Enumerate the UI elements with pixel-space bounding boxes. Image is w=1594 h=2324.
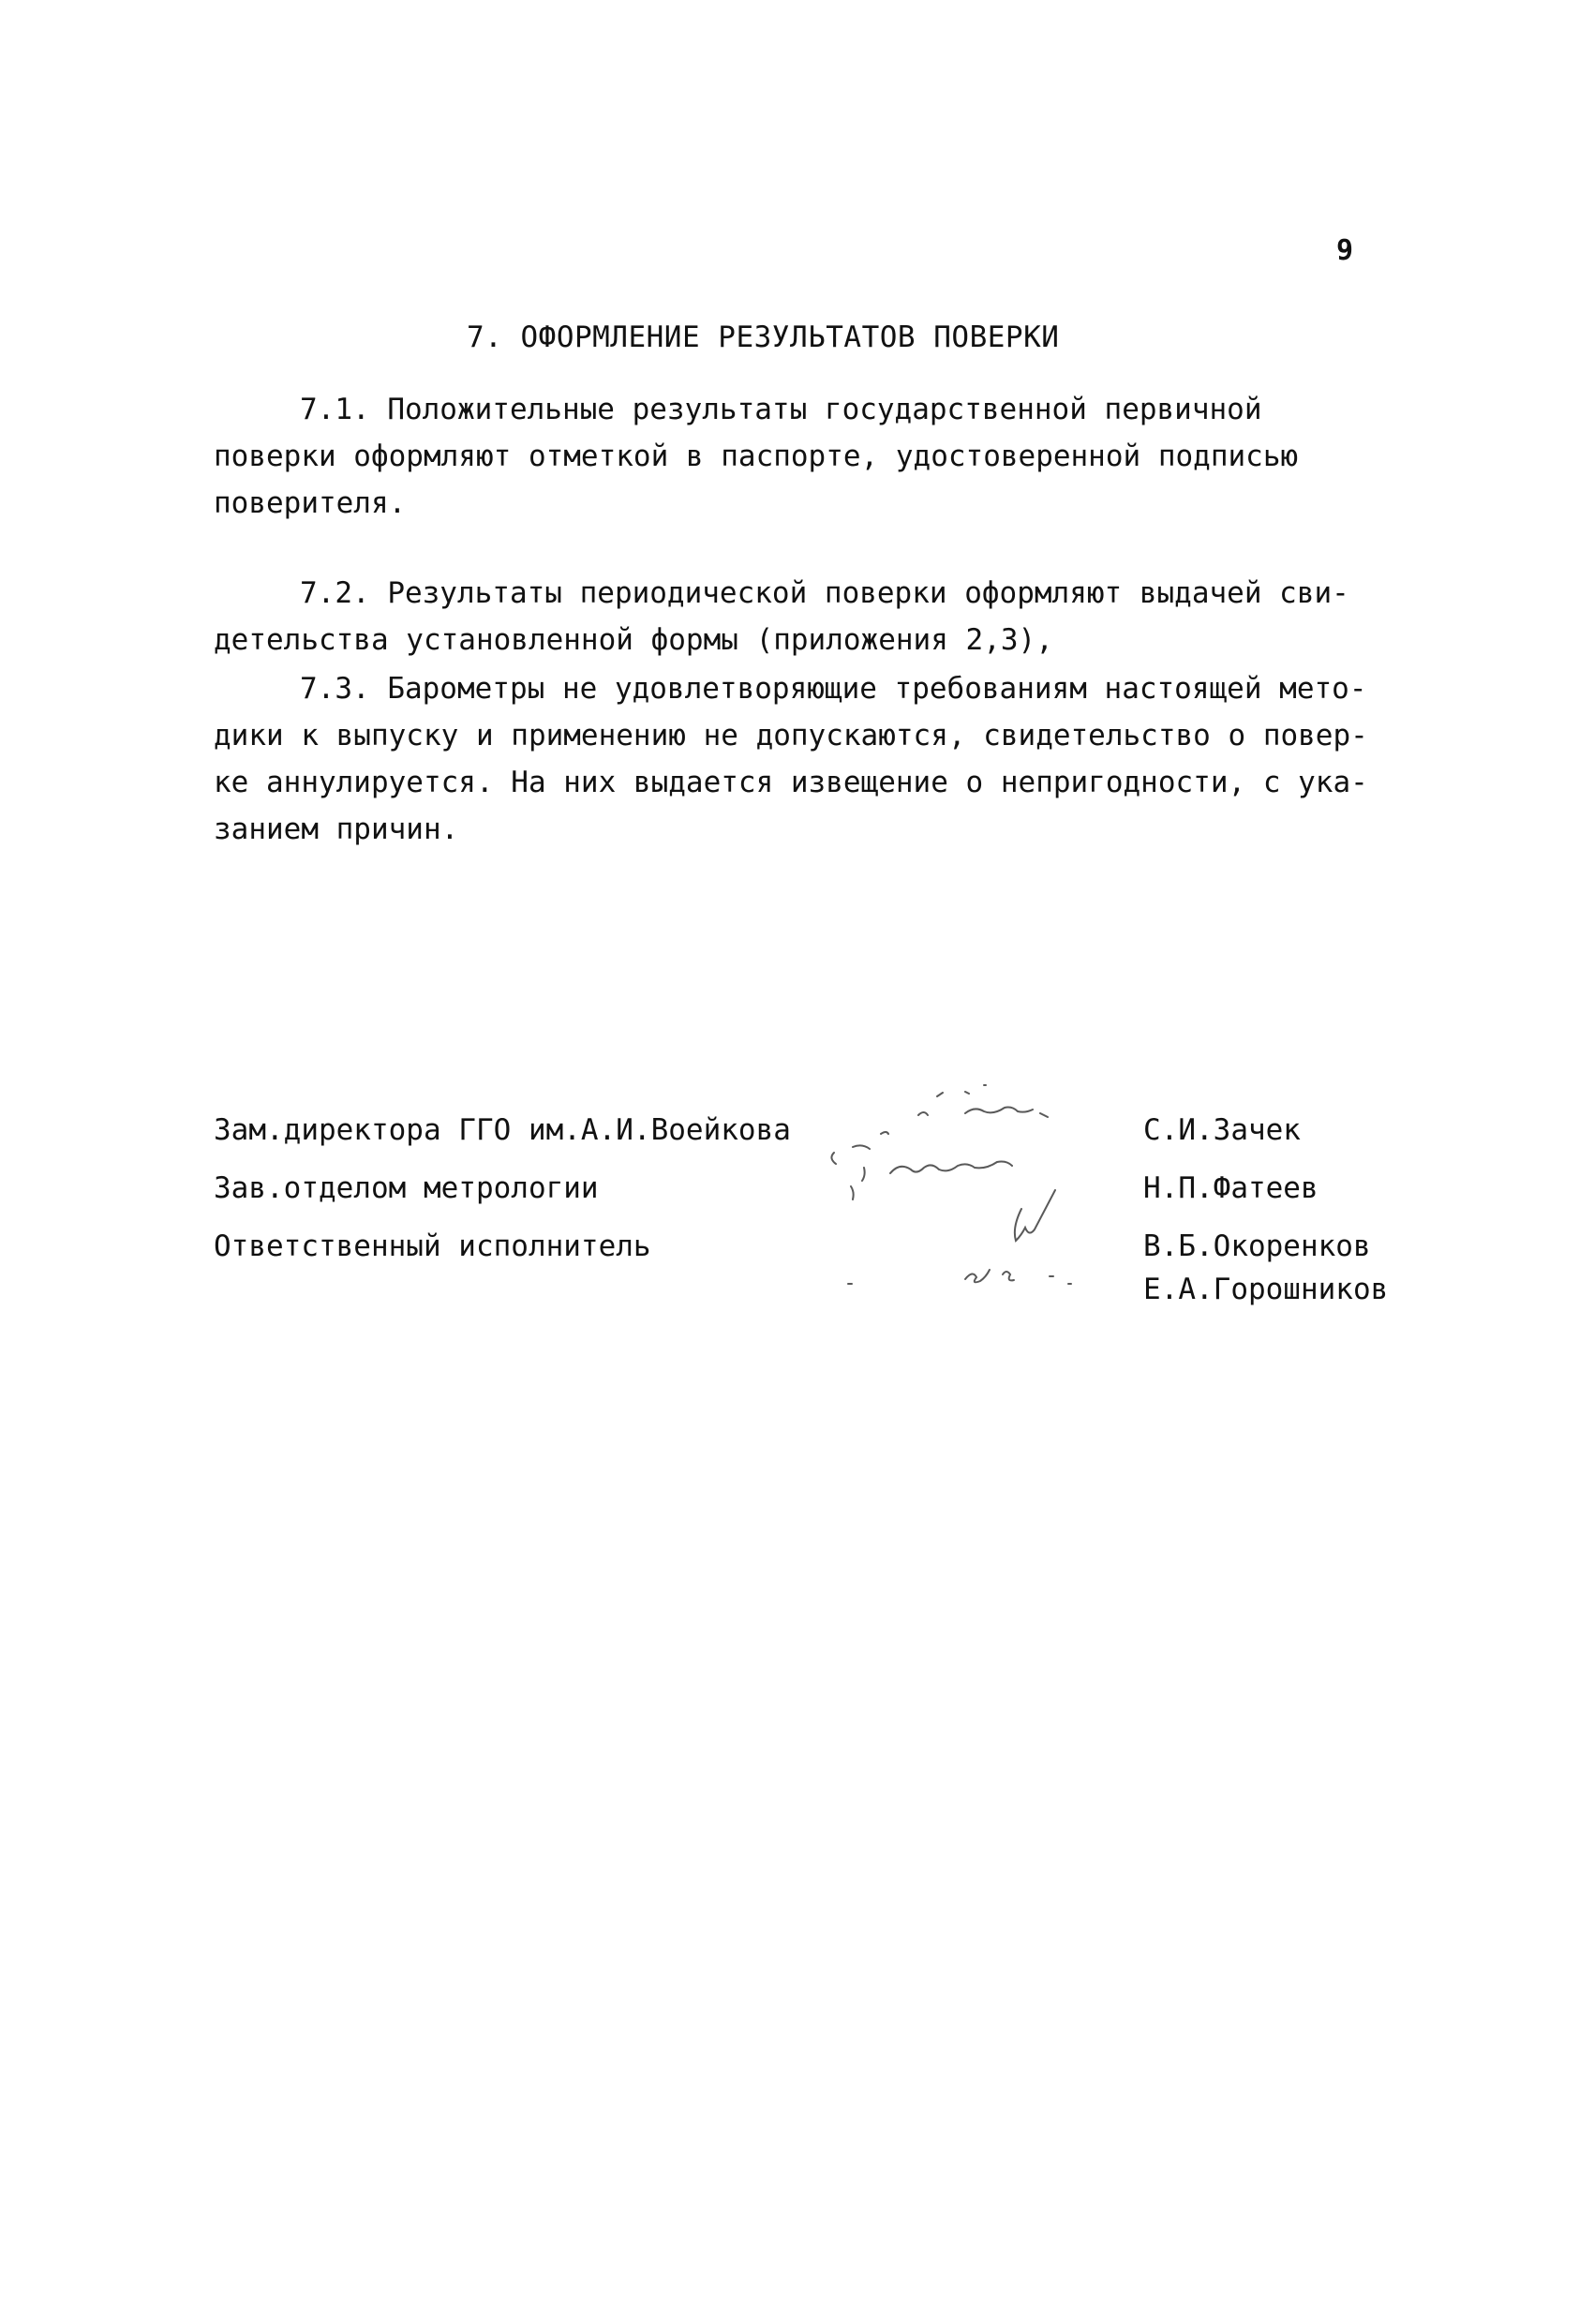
paragraph-7-1 [214, 386, 1394, 527]
paragraph-line: поверки оформляют отметкой в паспорте, удостоверенной подписью [214, 439, 1299, 473]
paragraph-line: занием причин. [214, 812, 459, 846]
paragraph-line: ке аннулируется. На них выдается извещение о непригодности, с ука- [214, 766, 1368, 799]
signatory-role-head-metrology: Зав.отделом метрологии [214, 1171, 599, 1205]
paragraph-line: детельства установленной формы (приложения 2,3), [214, 623, 1053, 657]
signatory-name-zachek: С.И.Зачек [1143, 1113, 1301, 1147]
paragraph-line: 7.3. Барометры не удовлетворяющие требованиям настоящей мето- [300, 672, 1367, 706]
signatory-name-goroshnikov: Е.А.Горошников [1143, 1273, 1389, 1306]
paragraph-line: поверителя. [214, 486, 407, 520]
paragraph-line: дики к выпуску и применению не допускаются, свидетельство о повер- [214, 719, 1368, 752]
paragraph-line: 7.2. Результаты периодической поверки оформляют выдачей сви- [300, 576, 1349, 610]
section-title: 7. ОФОРМЛЕНИЕ РЕЗУЛЬТАТОВ ПОВЕРКИ [467, 320, 1060, 354]
signatory-role-deputy-director: Зам.директора ГГО им.А.И.Воейкова [214, 1113, 791, 1147]
signatory-name-okorenkov: В.Б.Окоренков [1143, 1229, 1371, 1263]
page-number: 9 [1336, 234, 1354, 267]
signatory-name-fateev: Н.П.Фатеев [1143, 1171, 1318, 1205]
paragraph-line: 7.1. Положительные результаты государственной первичной [300, 393, 1262, 426]
handwritten-signatures [825, 1078, 1134, 1321]
paragraph-7-3 [214, 665, 1394, 853]
paragraph-7-2 [214, 570, 1394, 663]
signatory-role-executor: Ответственный исполнитель [214, 1229, 651, 1263]
